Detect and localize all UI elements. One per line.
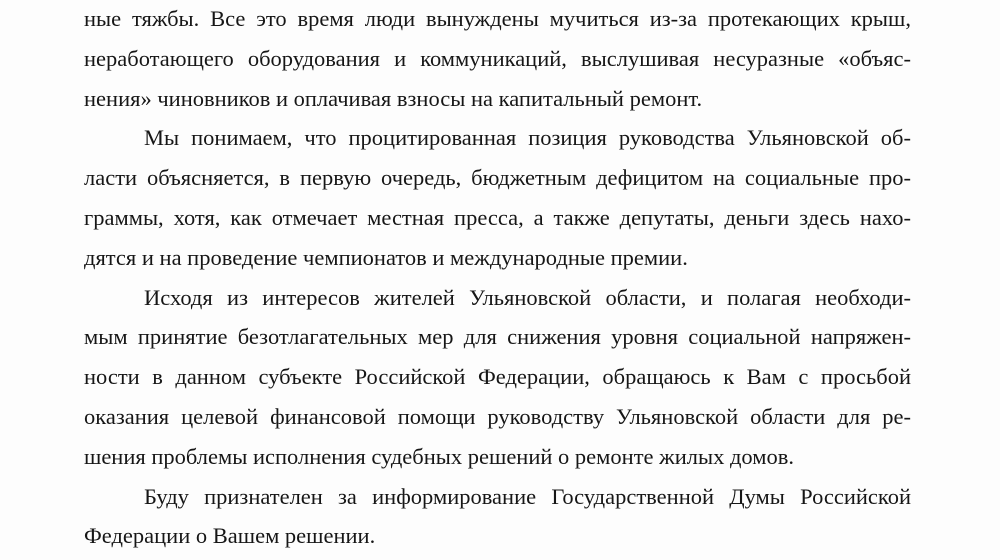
text-line-14: Федерации о Вашем решении. xyxy=(84,523,376,548)
text-line-7: дятся и на проведение чемпионатов и международные премии. xyxy=(84,245,688,270)
text-line-3: нения» чиновников и оплачивая взносы на капитальный ремонт. xyxy=(84,86,703,111)
text-line-9: мым принятие безотлагательных мер для снижения уровня социальной напряжен- xyxy=(84,324,911,349)
paragraph-2-first-line: Мы понимаем, что процитированная позиция руководства Ульяновской об- xyxy=(144,125,911,150)
paragraph-4-first-line: Буду признателен за информирование Государственной Думы Российской xyxy=(144,484,911,509)
text-line-11: оказания целевой финансовой помощи руководству Ульяновской области для ре- xyxy=(84,404,911,429)
text-line-6: граммы, хотя, как отмечает местная пресса, а также депутаты, деньги здесь нахо- xyxy=(84,205,911,230)
text-line-5: ласти объясняется, в первую очередь, бюджетным дефицитом на социальные про- xyxy=(84,165,911,190)
text-line-10: ности в данном субъекте Российской Федерации, обращаюсь к Вам с просьбой xyxy=(84,364,911,389)
paragraph-3-first-line: Исходя из интересов жителей Ульяновской области, и полагая необходи- xyxy=(144,285,911,310)
text-line-2: неработающего оборудования и коммуникаций, выслушивая несуразные «объяс- xyxy=(84,46,911,71)
text-line-12: шения проблемы исполнения судебных решений о ремонте жилых домов. xyxy=(84,444,794,469)
text-line-1: ные тяжбы. Все это время люди вынуждены мучиться из-за протекающих крыш, xyxy=(84,6,911,31)
